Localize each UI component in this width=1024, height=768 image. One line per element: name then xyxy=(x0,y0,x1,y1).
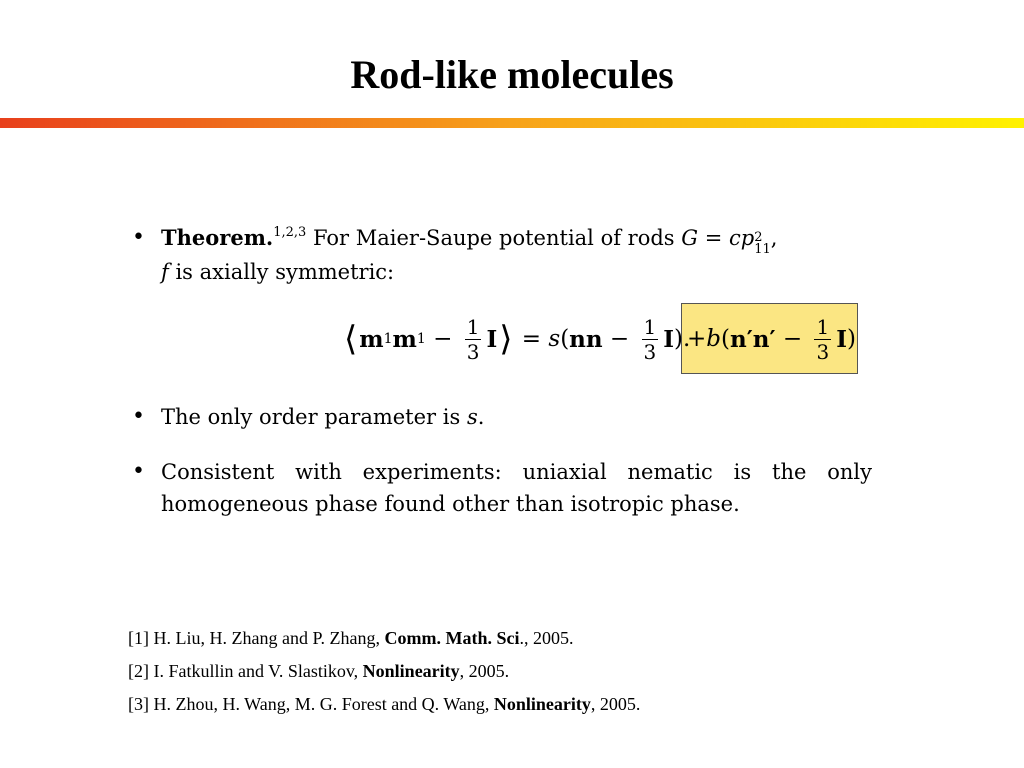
hl-frac-den: 3 xyxy=(816,339,830,364)
ref-2-prefix: [2] I. Fatkullin and V. Slastikov, xyxy=(128,661,363,681)
hl-I: I xyxy=(836,325,847,353)
highlight-equation-term xyxy=(687,304,856,374)
bullet-dot: • xyxy=(132,459,145,484)
ref-2-suffix: , 2005. xyxy=(459,661,510,681)
theorem-p-sup: 2 xyxy=(754,230,763,245)
theorem-p: p xyxy=(740,226,755,250)
bullet-dot: • xyxy=(132,225,145,250)
slide-title: Rod-like molecules xyxy=(350,52,674,97)
theorem-label: Theorem. xyxy=(161,225,274,250)
eq-s: s xyxy=(548,326,561,352)
ref-3-prefix: [3] H. Zhou, H. Wang, M. G. Forest and Q. Wang, xyxy=(128,694,494,714)
hl-minus: − xyxy=(775,326,810,352)
theorem-p-indices xyxy=(754,232,771,256)
order-tensor-equation xyxy=(342,304,690,374)
eq-minus-2: − xyxy=(602,326,637,352)
hl-b: b xyxy=(706,326,722,352)
eq-frac-1-num: 1 xyxy=(466,314,480,339)
ref-1-suffix: ., 2005. xyxy=(519,628,574,648)
eq-frac-2-den: 3 xyxy=(643,339,657,364)
theorem-G: G xyxy=(681,226,699,250)
bullet-experiments xyxy=(132,456,872,520)
theorem-f: f xyxy=(161,260,169,284)
experiments-text: Consistent with experiments: uniaxial nematic is the only homogeneous phase found other than isotropic phase. xyxy=(161,460,872,516)
theorem-equals: = xyxy=(698,226,729,250)
bullet-order-parameter xyxy=(132,401,872,433)
hl-frac-num: 1 xyxy=(816,314,830,339)
langle: ⟨ xyxy=(344,319,358,359)
theorem-comma: , xyxy=(770,226,778,250)
theorem-c: c xyxy=(728,226,741,250)
eq-frac-2 xyxy=(642,315,659,364)
theorem-refs: 1,2,3 xyxy=(273,225,307,240)
eq-I-2: I xyxy=(663,325,675,353)
eq-rparen: ). xyxy=(674,326,691,352)
eq-lparen: ( xyxy=(560,326,570,352)
rangle: ⟩ xyxy=(499,319,513,359)
order-text xyxy=(161,401,872,433)
title-gradient-rule xyxy=(0,118,1024,128)
theorem-text-1: For Maier-Saupe potential of rods xyxy=(306,226,682,250)
ref-1-journal: Comm. Math. Sci xyxy=(384,628,520,648)
eq-sub-a: 1 xyxy=(383,331,393,347)
theorem-text xyxy=(161,222,872,288)
theorem-p-sub: 11 xyxy=(754,242,771,257)
eq-I-1: I xyxy=(486,325,498,353)
reference-1 xyxy=(128,627,573,649)
order-text-main: The only order parameter is xyxy=(161,405,467,429)
eq-equals: = xyxy=(514,326,549,352)
hl-frac xyxy=(814,315,831,364)
hl-nn: n′n′ xyxy=(730,325,776,353)
ref-2-journal: Nonlinearity xyxy=(362,661,460,681)
reference-3 xyxy=(128,693,640,715)
eq-m-b: m xyxy=(392,325,417,353)
eq-frac-1-den: 3 xyxy=(466,339,480,364)
hl-rparen: ) xyxy=(846,326,856,352)
theorem-text-2: is axially symmetric: xyxy=(168,260,395,284)
hl-plus: + xyxy=(687,326,707,352)
eq-frac-1 xyxy=(465,315,482,364)
order-end: . xyxy=(477,405,485,429)
ref-1-prefix: [1] H. Liu, H. Zhang and P. Zhang, xyxy=(128,628,385,648)
eq-frac-2-num: 1 xyxy=(643,314,657,339)
eq-minus-1: − xyxy=(425,326,460,352)
ref-3-suffix: , 2005. xyxy=(590,694,641,714)
bullet-theorem xyxy=(132,222,872,288)
eq-m-a: m xyxy=(359,325,384,353)
bullet-dot: • xyxy=(132,404,145,429)
reference-2 xyxy=(128,660,509,682)
eq-sub-b: 1 xyxy=(416,331,426,347)
hl-lparen: ( xyxy=(721,326,730,352)
order-s: s xyxy=(466,405,478,429)
ref-3-journal: Nonlinearity xyxy=(493,694,591,714)
eq-nn: nn xyxy=(569,325,603,353)
